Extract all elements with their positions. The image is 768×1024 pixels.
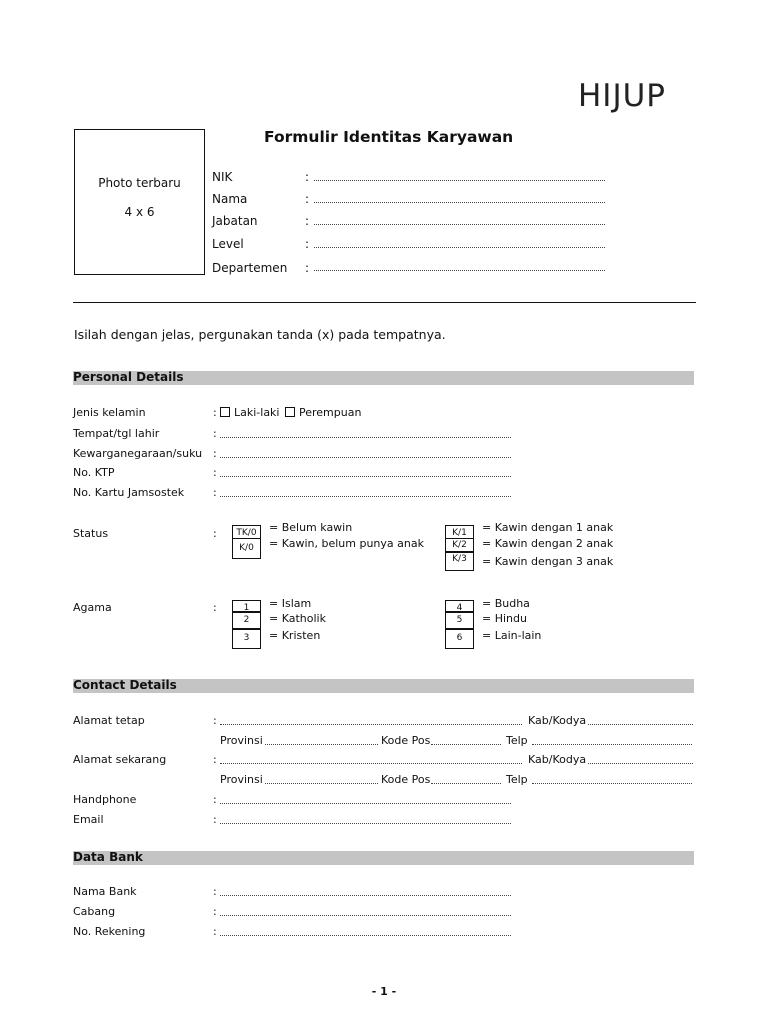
form-title: Formulir Identitas Karyawan (264, 128, 514, 146)
colon: : (213, 714, 217, 727)
instruction-text: Isilah dengan jelas, pergunakan tanda (x) pada tempatnya. (74, 327, 446, 342)
provinsi-field[interactable] (265, 783, 378, 784)
no-ktp-label: No. KTP (73, 466, 115, 479)
colon: : (213, 813, 217, 826)
colon: : (213, 527, 217, 540)
kode-pos-label: Kode Pos (381, 734, 431, 747)
status-kawin-0-text: = Kawin, belum punya anak (269, 537, 424, 550)
no-rekening-label: No. Rekening (73, 925, 146, 938)
alamat-sekarang-label: Alamat sekarang (73, 753, 167, 766)
header-divider (73, 302, 696, 303)
section-title: Contact Details (73, 678, 177, 692)
section-contact-details (73, 679, 694, 693)
agama-code-2[interactable]: 2 (232, 612, 261, 629)
nama-bank-field[interactable] (220, 895, 511, 896)
agama-code-3[interactable]: 3 (232, 629, 261, 649)
perempuan-label: Perempuan (299, 406, 362, 419)
nama-bank-label: Nama Bank (73, 885, 137, 898)
provinsi-field[interactable] (265, 744, 378, 745)
handphone-label: Handphone (73, 793, 137, 806)
gender-male-option[interactable] (220, 406, 280, 419)
provinsi-label: Provinsi (220, 773, 263, 786)
alamat-sekarang-field[interactable] (220, 763, 522, 764)
colon: : (213, 427, 217, 440)
email-field[interactable] (220, 823, 511, 824)
nama-field[interactable] (314, 202, 605, 203)
kewarganegaraan-label: Kewarganegaraan/suku (73, 447, 203, 460)
status-belum-kawin-text: = Belum kawin (269, 521, 353, 534)
colon: : (305, 170, 310, 184)
alamat-tetap-label: Alamat tetap (73, 714, 145, 727)
jenis-kelamin-label: Jenis kelamin (73, 406, 146, 419)
kab-kodya-field[interactable] (588, 724, 693, 725)
colon: : (305, 261, 310, 275)
status-code-k1[interactable]: K/1 (445, 525, 474, 539)
section-data-bank (73, 851, 694, 865)
colon: : (213, 905, 217, 918)
colon: : (213, 753, 217, 766)
status-code-k0[interactable]: K/0 (232, 539, 261, 559)
telp-field[interactable] (532, 783, 692, 784)
colon: : (213, 466, 217, 479)
departemen-label: Departemen (212, 261, 288, 275)
status-k2-text: = Kawin dengan 2 anak (482, 537, 614, 550)
checkbox-icon[interactable] (285, 407, 295, 417)
colon: : (213, 885, 217, 898)
colon: : (213, 925, 217, 938)
kode-pos-field[interactable] (431, 783, 501, 784)
nik-field[interactable] (314, 180, 605, 181)
telp-label: Telp (506, 773, 528, 786)
page-number: - 1 - (371, 985, 397, 998)
cabang-field[interactable] (220, 915, 511, 916)
no-rekening-field[interactable] (220, 935, 511, 936)
tempat-tgl-lahir-label: Tempat/tgl lahir (73, 427, 160, 440)
email-label: Email (73, 813, 104, 826)
gender-female-option[interactable] (285, 406, 361, 419)
laki-laki-label: Laki-laki (234, 406, 280, 419)
agama-budha-text: = Budha (482, 597, 530, 610)
no-ktp-field[interactable] (220, 476, 511, 477)
colon: : (305, 192, 310, 206)
section-personal-details (73, 371, 694, 385)
agama-code-5[interactable]: 5 (445, 612, 474, 629)
status-code-k2[interactable]: K/2 (445, 539, 474, 552)
agama-code-1[interactable]: 1 (232, 600, 261, 612)
agama-label: Agama (73, 601, 112, 614)
colon: : (213, 447, 217, 460)
agama-islam-text: = Islam (269, 597, 312, 610)
telp-label: Telp (506, 734, 528, 747)
kab-kodya-label: Kab/Kodya (528, 753, 587, 766)
level-field[interactable] (314, 247, 605, 248)
section-title: Data Bank (73, 850, 143, 864)
checkbox-icon[interactable] (220, 407, 230, 417)
nik-label: NIK (212, 170, 233, 184)
tempat-tgl-lahir-field[interactable] (220, 437, 511, 438)
photo-box (74, 129, 205, 275)
jamsostek-label: No. Kartu Jamsostek (73, 486, 185, 499)
kab-kodya-field[interactable] (588, 763, 693, 764)
agama-code-6[interactable]: 6 (445, 629, 474, 649)
nama-label: Nama (212, 192, 248, 206)
cabang-label: Cabang (73, 905, 116, 918)
level-label: Level (212, 237, 244, 251)
colon: : (213, 486, 217, 499)
colon: : (213, 406, 217, 419)
colon: : (305, 214, 310, 228)
jamsostek-field[interactable] (220, 496, 511, 497)
departemen-field[interactable] (314, 270, 605, 271)
agama-hindu-text: = Hindu (482, 612, 527, 625)
agama-code-4[interactable]: 4 (445, 600, 474, 612)
colon: : (213, 601, 217, 614)
handphone-field[interactable] (220, 803, 511, 804)
photo-size-label: 4 x 6 (124, 205, 155, 219)
status-k3-text: = Kawin dengan 3 anak (482, 555, 614, 568)
kewarganegaraan-field[interactable] (220, 457, 511, 458)
company-logo: HIJUP (578, 78, 666, 114)
jabatan-field[interactable] (314, 224, 605, 225)
agama-lain-text: = Lain-lain (482, 629, 542, 642)
status-code-k3[interactable]: K/3 (445, 552, 474, 571)
status-label: Status (73, 527, 109, 540)
telp-field[interactable] (532, 744, 692, 745)
kode-pos-label: Kode Pos (381, 773, 431, 786)
agama-katholik-text: = Katholik (269, 612, 326, 625)
colon: : (213, 793, 217, 806)
status-code-tk0[interactable]: TK/0 (232, 525, 261, 539)
jabatan-label: Jabatan (212, 214, 258, 228)
provinsi-label: Provinsi (220, 734, 263, 747)
status-k1-text: = Kawin dengan 1 anak (482, 521, 614, 534)
photo-label: Photo terbaru (98, 176, 181, 190)
agama-kristen-text: = Kristen (269, 629, 321, 642)
alamat-tetap-field[interactable] (220, 724, 522, 725)
kode-pos-field[interactable] (431, 744, 501, 745)
section-title: Personal Details (73, 370, 184, 384)
colon: : (305, 237, 310, 251)
kab-kodya-label: Kab/Kodya (528, 714, 587, 727)
